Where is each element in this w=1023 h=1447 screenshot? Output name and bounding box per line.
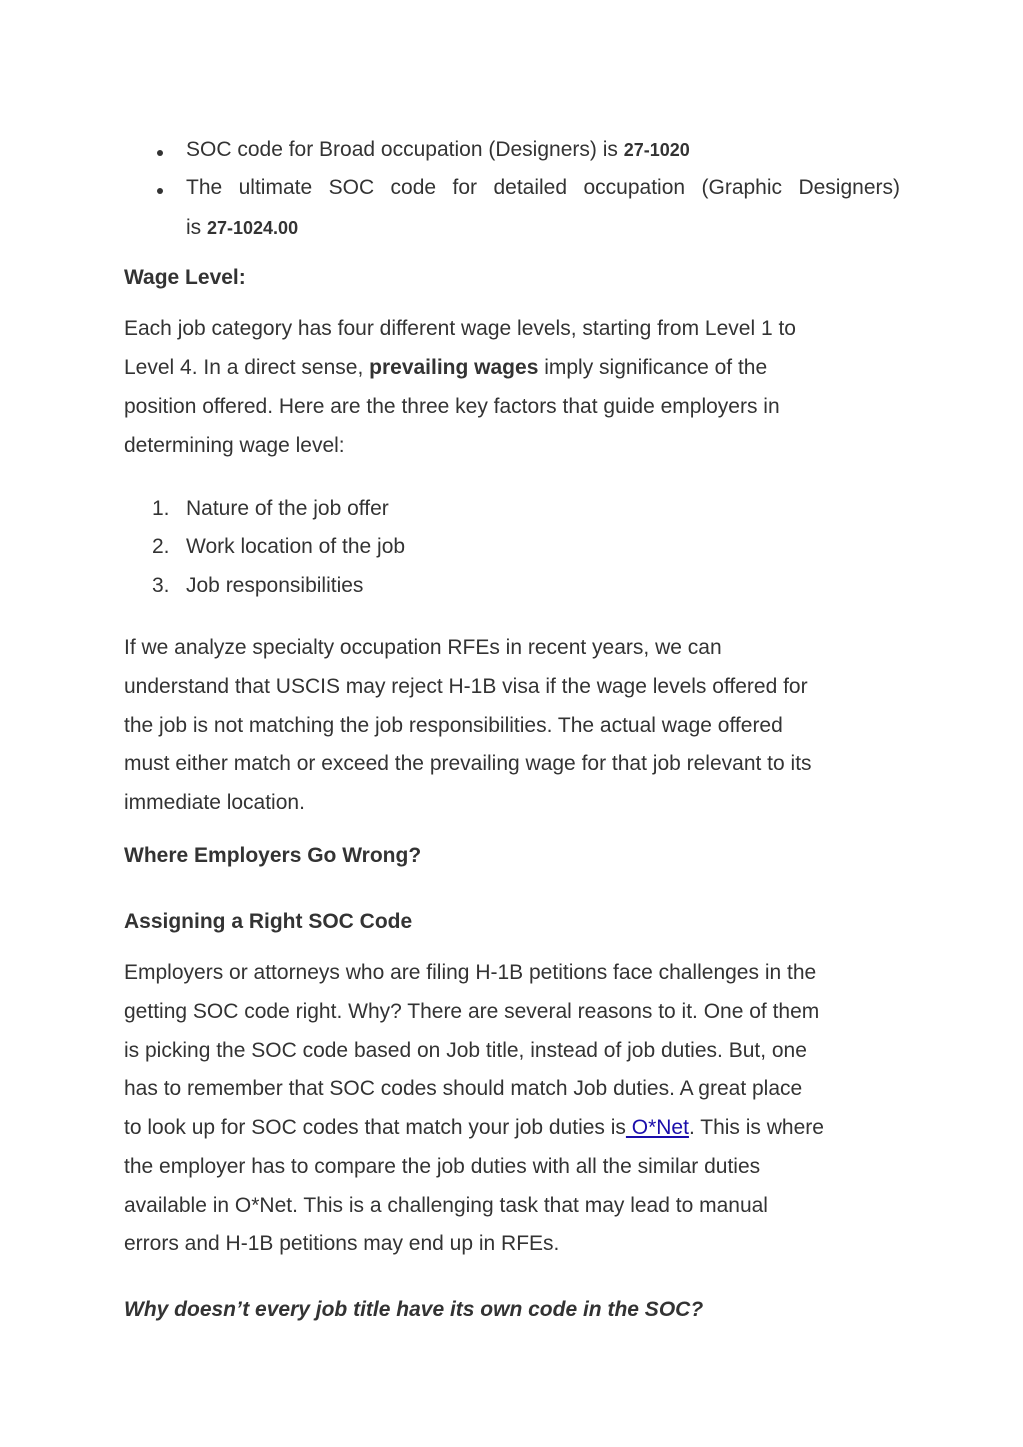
bullet-text: SOC code for Broad occupation (Designers) is: [186, 138, 624, 161]
paragraph-line: is picking the SOC code based on Job title, instead of job duties. But, one: [124, 1039, 807, 1062]
bullet-item-broad-occupation: [186, 137, 900, 163]
paragraph-line: the employer has to compare the job duties with all the similar duties: [124, 1155, 761, 1178]
wage-level-heading: Wage Level:: [124, 266, 246, 289]
paragraph-line: [124, 355, 904, 381]
list-number: 3.: [152, 574, 170, 597]
text-run: Level 4. In a direct sense,: [124, 356, 370, 379]
onet-link[interactable]: O*Net: [625, 1116, 689, 1139]
paragraph-line: errors and H-1B petitions may end up in RFEs.: [124, 1232, 560, 1255]
paragraph-line: Each job category has four different wage levels, starting from Level 1 to: [124, 317, 796, 340]
text-run: . This is where: [688, 1116, 824, 1139]
soc-code-broad: 27-1020: [623, 140, 690, 160]
bullet-item-detailed-occupation-line1: The ultimate SOC code for detailed occupation (Graphic Designers): [186, 176, 900, 199]
where-employers-heading: Where Employers Go Wrong?: [124, 844, 422, 867]
list-item: Nature of the job offer: [186, 497, 389, 520]
paragraph-line: understand that USCIS may reject H-1B visa if the wage levels offered for: [124, 675, 808, 698]
paragraph-line: Employers or attorneys who are filing H-1B petitions face challenges in the: [124, 961, 817, 984]
assigning-soc-heading: Assigning a Right SOC Code: [124, 910, 413, 933]
list-item: Job responsibilities: [186, 574, 364, 597]
bullet-item-detailed-occupation-line2: [186, 215, 900, 241]
paragraph-line: must either match or exceed the prevailing wage for that job relevant to its: [124, 752, 812, 775]
list-number: 1.: [152, 497, 170, 520]
soc-code-detailed: 27-1024.00: [207, 218, 299, 238]
soc-question-heading: Why doesn’t every job title have its own code in the SOC?: [124, 1298, 704, 1321]
text-run: imply significance of the: [538, 356, 768, 379]
paragraph-line: has to remember that SOC codes should match Job duties. A great place: [124, 1077, 803, 1100]
paragraph-line: position offered. Here are the three key factors that guide employers in: [124, 395, 780, 418]
paragraph-line: getting SOC code right. Why? There are several reasons to it. One of them: [124, 1000, 820, 1023]
paragraph-line: [124, 1115, 904, 1141]
text-run: to look up for SOC codes that match your job duties is: [124, 1116, 626, 1139]
paragraph-line: the job is not matching the job responsibilities. The actual wage offered: [124, 714, 783, 737]
bullet-marker: [157, 188, 163, 194]
bullet-text: is: [186, 216, 207, 239]
bold-text: prevailing wages: [369, 356, 539, 379]
list-number: 2.: [152, 535, 170, 558]
list-item: Work location of the job: [186, 535, 406, 558]
paragraph-line: If we analyze specialty occupation RFEs in recent years, we can: [124, 636, 722, 659]
bullet-marker: [157, 150, 163, 156]
paragraph-line: determining wage level:: [124, 434, 345, 457]
paragraph-line: available in O*Net. This is a challenging task that may lead to manual: [124, 1194, 768, 1217]
paragraph-line: immediate location.: [124, 791, 305, 814]
